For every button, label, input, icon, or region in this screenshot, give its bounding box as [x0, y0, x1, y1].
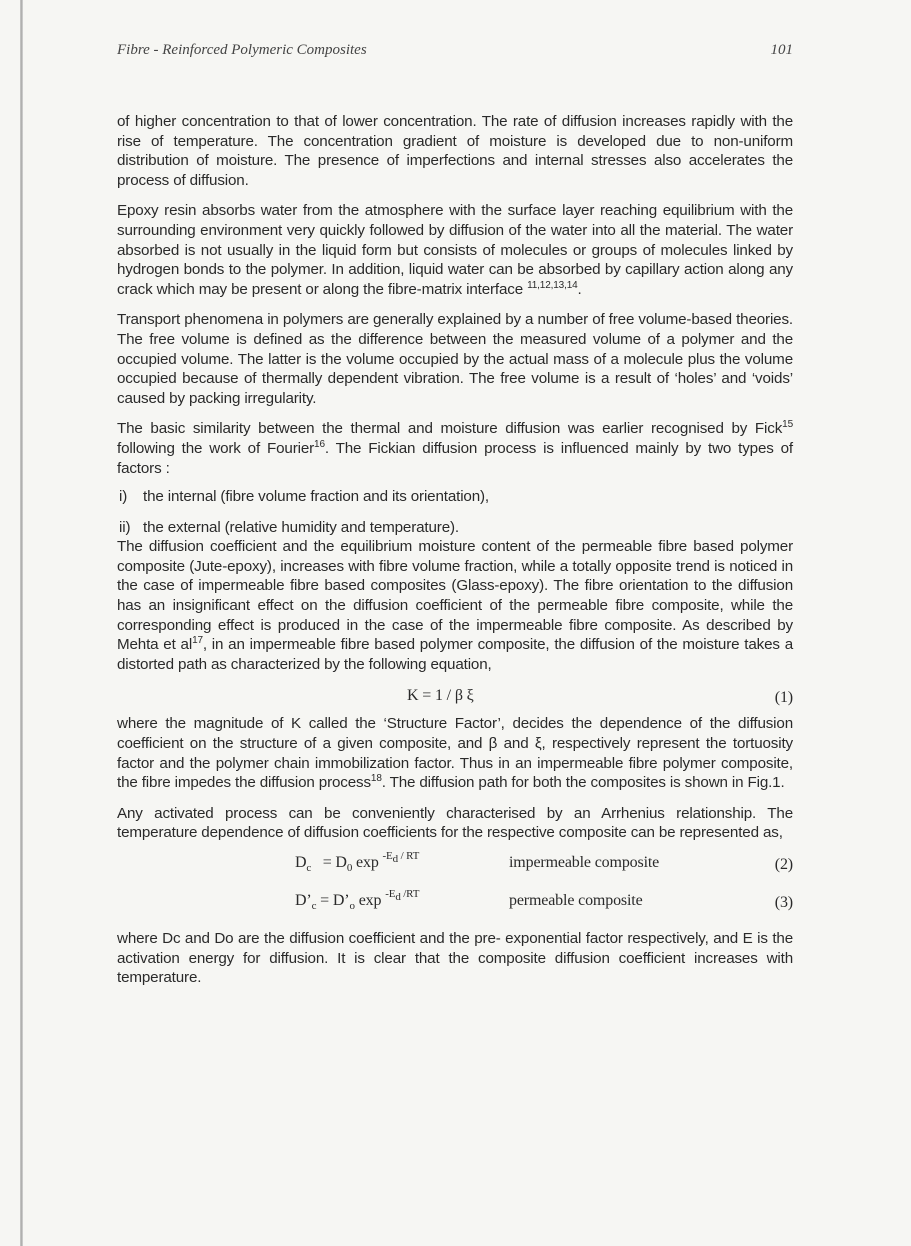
equation-body: K = 1 / β ξ: [407, 687, 474, 705]
equation-number: (3): [774, 894, 793, 911]
scan-edge: [20, 0, 23, 1246]
equation-body: $D_c = D_0$ exp $^{-E_d / RT}$: [295, 850, 420, 875]
list-number: i): [119, 488, 128, 506]
citation: 18: [370, 773, 382, 785]
paragraph-4: [117, 419, 793, 478]
list-text: the internal (fibre volume fraction and its orientation),: [143, 488, 490, 506]
paragraph-3: Transport phenomena in polymers are generally explained by a number of free volume-based theories. The free volume is defined as the difference between the measured volume of a polymer and the occupied volume. The latter is the volume occupied by the actual mass of a molecule plus the volume occupied because of thermally dependent vibration. The free volume is a result of ‘holes’ and ‘voids’ caused by packing irregularity.: [117, 311, 793, 407]
equation-body: $D’_c$ = $D’_o$ exp $^{-E_d /RT}$: [295, 888, 420, 913]
period: .: [577, 280, 582, 298]
text: The diffusion coefficient and the equilibrium moisture content of the permeable fibre based polymer composite (Jute-epoxy), increases with fibre volume fraction, while a totally opposite trend is noticed in the case of impermeable fibre based composites (Glass-epoxy). The fibre orientation to the diffusion has an insignificant effect on the diffusion coefficient of the permeable fibre composite, while the corresponding effect is produced in the case of the impermeable fibre composite. As described by Mehta et al: [117, 538, 793, 654]
equation-number: (1): [774, 689, 793, 707]
text: . The diffusion path for both the composites is shown in Fig.1.: [381, 774, 785, 792]
page-number: 101: [770, 42, 793, 58]
equation-label: impermeable composite: [509, 854, 660, 871]
text: where the magnitude of K called the ‘Structure Factor’, decides the dependence of the diffusion coefficient on the structure of a given composite, and β and ξ, respectively represent the tortuosity factor and the polymer chain immobilization factor. Thus in an impermeable fibre polymer composite, the fibre impedes the diffusion process: [117, 715, 793, 792]
list-number: ii): [119, 518, 131, 536]
list-item: [117, 518, 793, 538]
body-text: [117, 112, 793, 988]
paragraph-6: [117, 714, 793, 792]
citation: 15: [782, 419, 793, 431]
equation-1: [117, 684, 793, 710]
running-header: [117, 42, 793, 64]
text: . The Fickian diffusion process is influenced mainly by two types of factors :: [117, 439, 793, 477]
paragraph-7: Any activated process can be conveniently characterised by an Arrhenius relationship. The temperature dependence of diffusion coefficients for the respective composite can be represented as,: [117, 804, 793, 842]
equation-number: (2): [774, 856, 793, 873]
list-text: the external (relative humidity and temperature).: [143, 518, 459, 536]
text: The basic similarity between the thermal and moisture diffusion was earlier recognised by Fick: [117, 420, 783, 438]
citation: 17: [192, 635, 203, 647]
citation: 16: [314, 438, 325, 450]
paragraph-5: [117, 537, 793, 674]
paragraph-2-text: Epoxy resin absorbs water from the atmosphere with the surface layer reaching equilibrium with the surrounding environment very quickly followed by diffusion of the water into all the material. The water absorbed is not usually in the liquid form but consists of molecules or groups of molecules linked by hydrogen bonds to the polymer. In addition, liquid water can be absorbed by capillary action along any crack which may be present or along the fibre-matrix interface: [117, 202, 793, 298]
factor-list: [117, 487, 793, 537]
list-item: [117, 487, 793, 507]
paragraph-1: of higher concentration to that of lower concentration. The rate of diffusion increases rapidly with the rise of temperature. The concentration gradient of moisture is developed due to non-uniform distribution of moisture. The presence of imperfections and internal stresses also accelerates the process of diffusion.: [117, 113, 793, 189]
text: , in an impermeable fibre based polymer composite, the diffusion of the moisture takes a distorted path as characterized by the following equation,: [117, 636, 793, 673]
paragraph-2: [117, 201, 793, 299]
equation-2: [117, 851, 793, 877]
equation-label: permeable composite: [509, 892, 643, 909]
equation-3: [117, 889, 793, 915]
text: following the work of Fourier: [117, 439, 315, 457]
paragraph-8: where Dc and Do are the diffusion coefficient and the pre- exponential factor respectively, and E is the activation energy for diffusion. It is clear that the composite diffusion coefficient increases with temperature.: [117, 930, 793, 987]
running-title: Fibre - Reinforced Polymeric Composites: [117, 42, 367, 58]
citation: 11,12,13,14: [527, 279, 578, 291]
